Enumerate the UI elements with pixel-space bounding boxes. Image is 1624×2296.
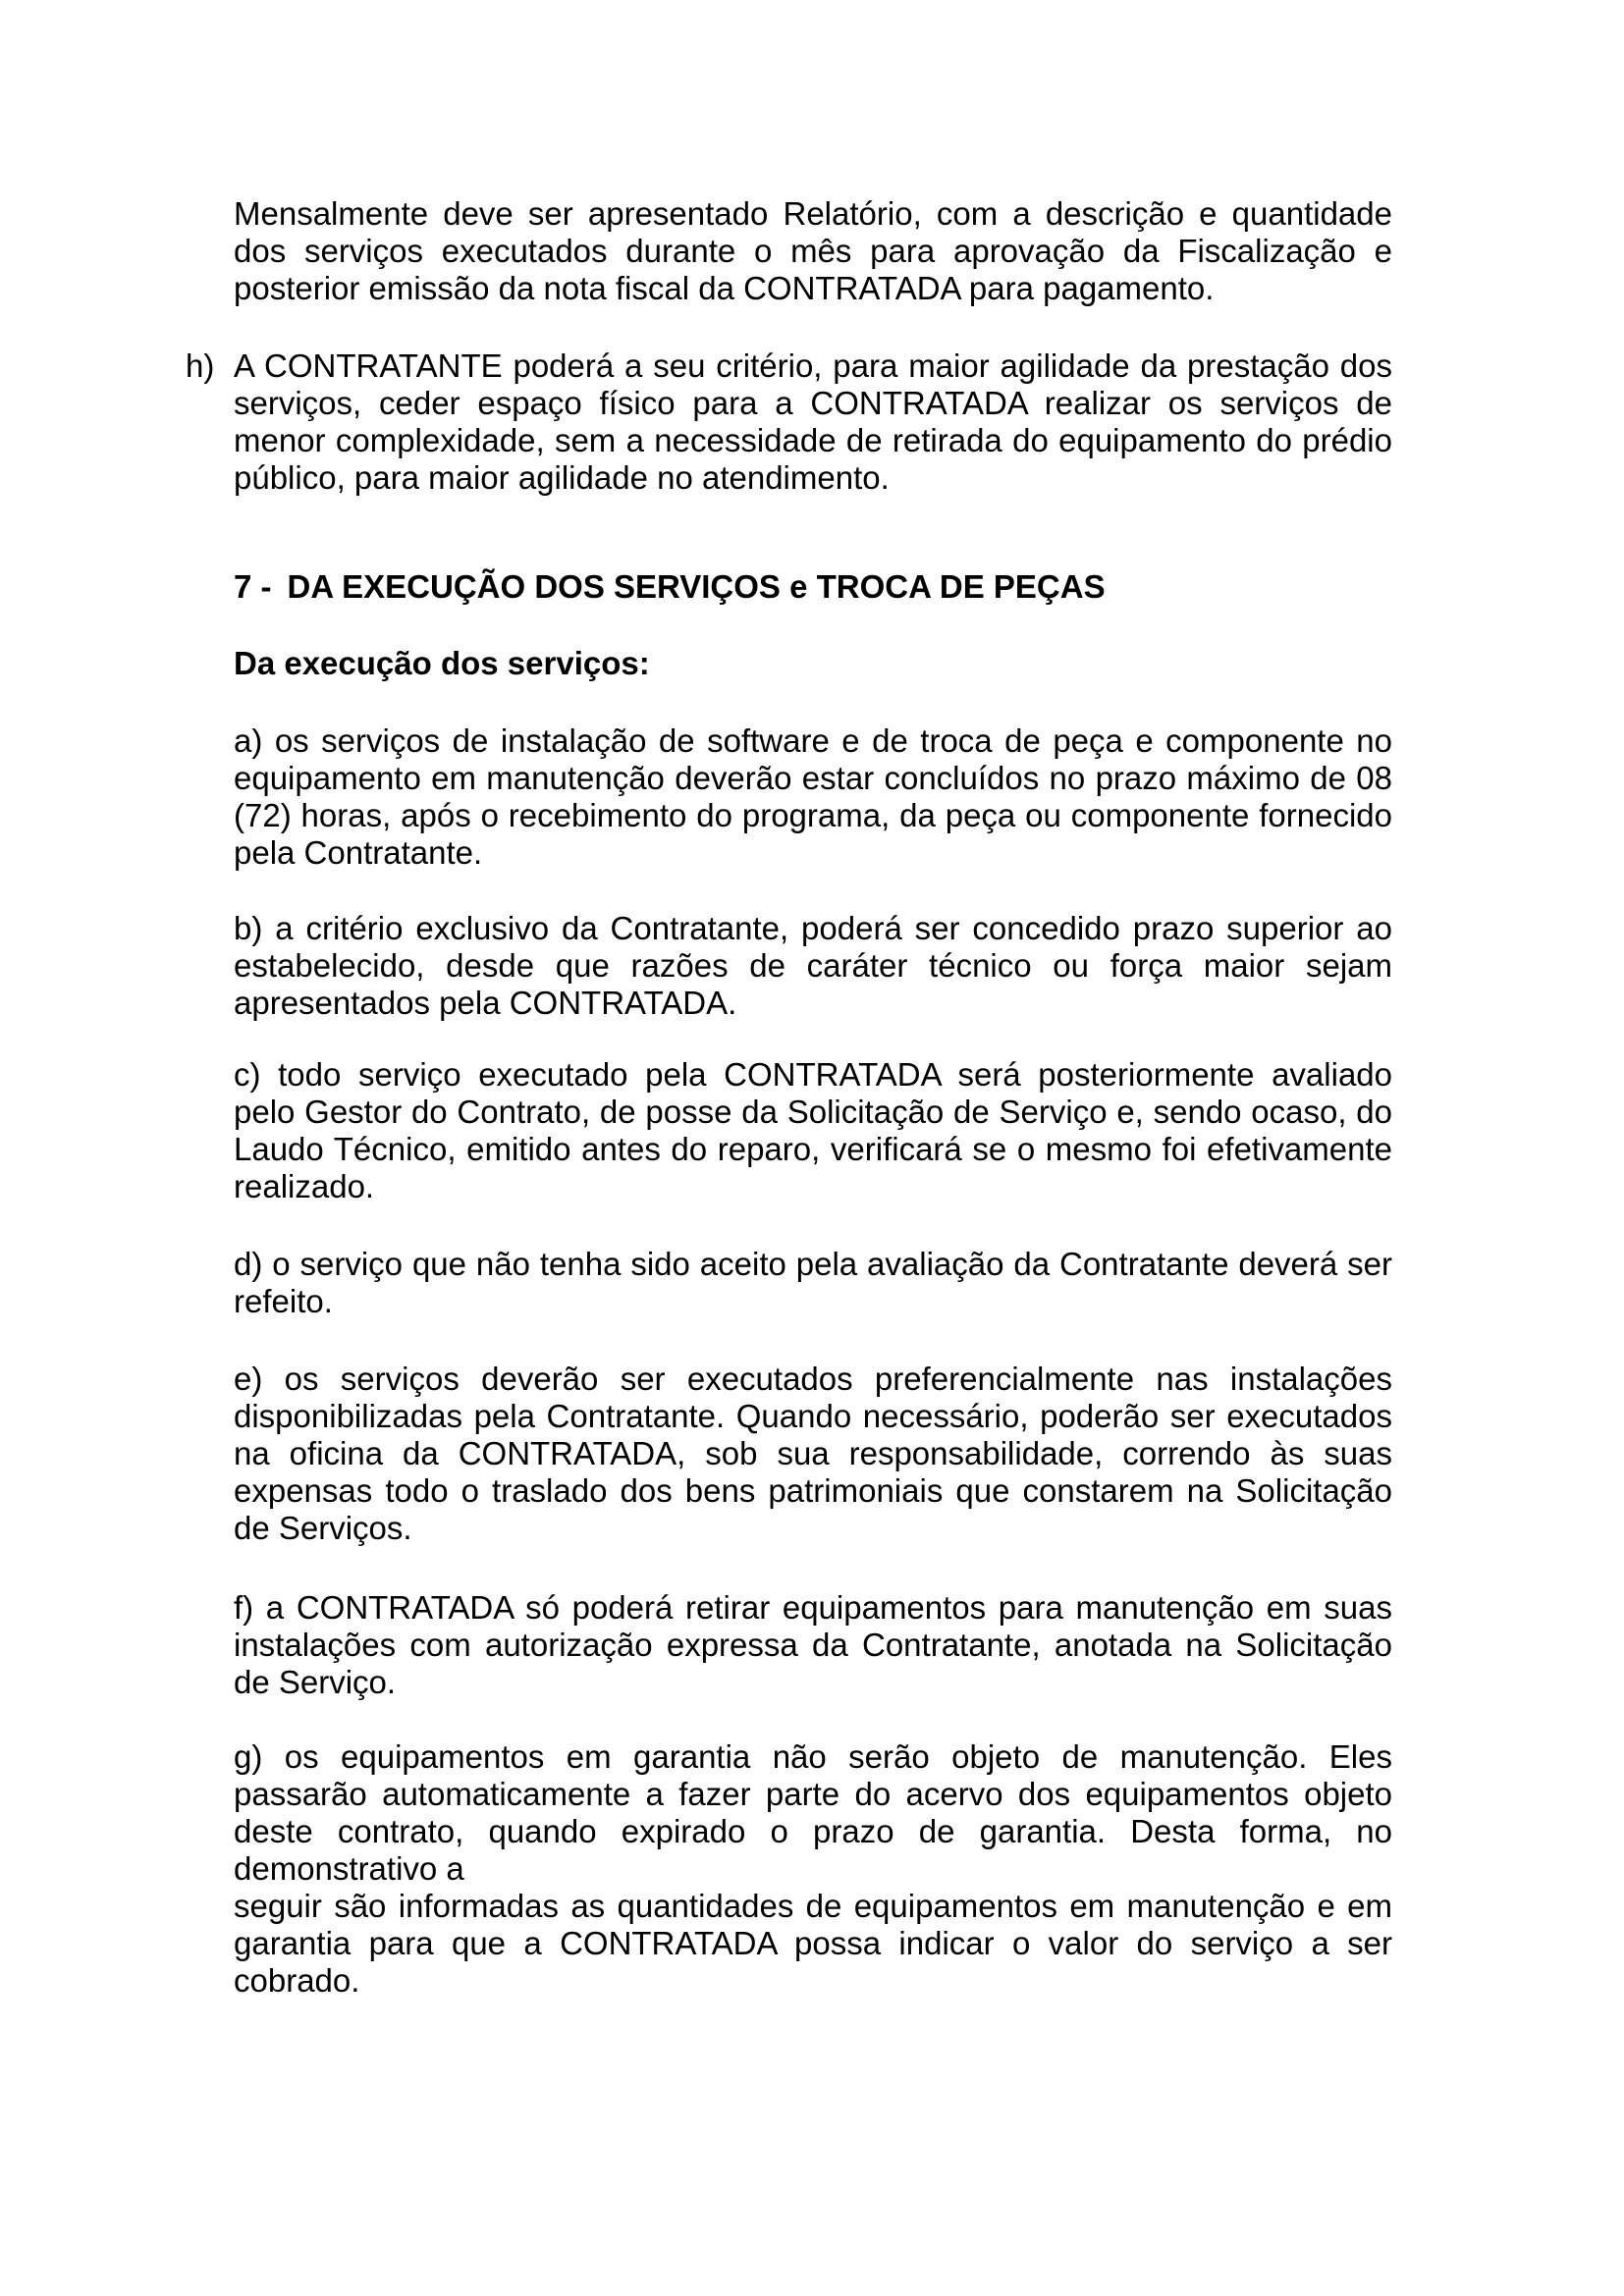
paragraph-f: f) a CONTRATADA só poderá retirar equipamentos para manutenção em suas instalações com autorização expressa da Contratante, anotada na Solicitação de Serviço. [234,1589,1392,1700]
list-item-h-text: A CONTRATANTE poderá a seu critério, para maior agilidade da prestação dos serviços, ceder espaço físico para a CONTRATADA realizar os serviços de menor complexidade, sem a necessidade de retirada do equipamento do prédio público, para maior agilidade no atendimento. [234,347,1392,496]
paragraph-a: a) os serviços de instalação de software e de troca de peça e componente no equipamento em manutenção deverão estar concluídos no prazo máximo de 08 (72) horas, após o recebimento do programa, da peça ou componente fornecido pela Contratante. [234,722,1392,871]
intro-paragraph: Mensalmente deve ser apresentado Relatório, com a descrição e quantidade dos serviços executados durante o mês para aprovação da Fiscalização e posterior emissão da nota fiscal da CONTRATADA para pagamento. [234,195,1392,306]
section-heading-title: DA EXECUÇÃO DOS SERVIÇOS e TROCA DE PEÇAS [287,568,1106,605]
section-heading-number: 7 - [234,568,272,605]
document-content [186,195,1392,2000]
paragraph-d: d) o serviço que não tenha sido aceito pela avaliação da Contratante deverá ser refeito. [234,1246,1392,1319]
section-subheading: Da execução dos serviços: [234,645,650,681]
paragraph-g-line2: seguir são informadas as quantidades de equipamentos em manutenção e em garantia para que a CONTRATADA possa indicar o valor do serviço a ser cobrado. [234,1888,1392,1999]
list-item-h [186,347,1392,497]
paragraph-e: e) os serviços deverão ser executados preferencialmente nas instalações disponibilizadas pela Contratante. Quando necessário, poderão ser executados na oficina da CONTRATADA, sob sua responsabilidade, correndo às suas expensas todo o traslado dos bens patrimoniais que constarem na Solicitação de Serviços. [234,1361,1392,1546]
paragraph-g [234,1738,1392,2000]
paragraph-g-line1: g) os equipamentos em garantia não serão objeto de manutenção. Eles passarão automaticamente a fazer parte do acervo dos equipamentos objeto deste contrato, quando expirado o prazo de garantia. Desta forma, no demonstrativo a [234,1738,1392,1887]
list-item-h-label: h) [186,347,215,384]
paragraph-b: b) a critério exclusivo da Contratante, poderá ser concedido prazo superior ao estabelecido, desde que razões de caráter técnico ou força maior sejam apresentados pela CONTRATADA. [234,910,1392,1021]
section-heading [234,568,1392,606]
paragraph-c: c) todo serviço executado pela CONTRATADA será posteriormente avaliado pelo Gestor do Contrato, de posse da Solicitação de Serviço e, sendo ocaso, do Laudo Técnico, emitido antes do reparo, verificará se o mesmo foi efetivamente realizado. [234,1056,1392,1204]
